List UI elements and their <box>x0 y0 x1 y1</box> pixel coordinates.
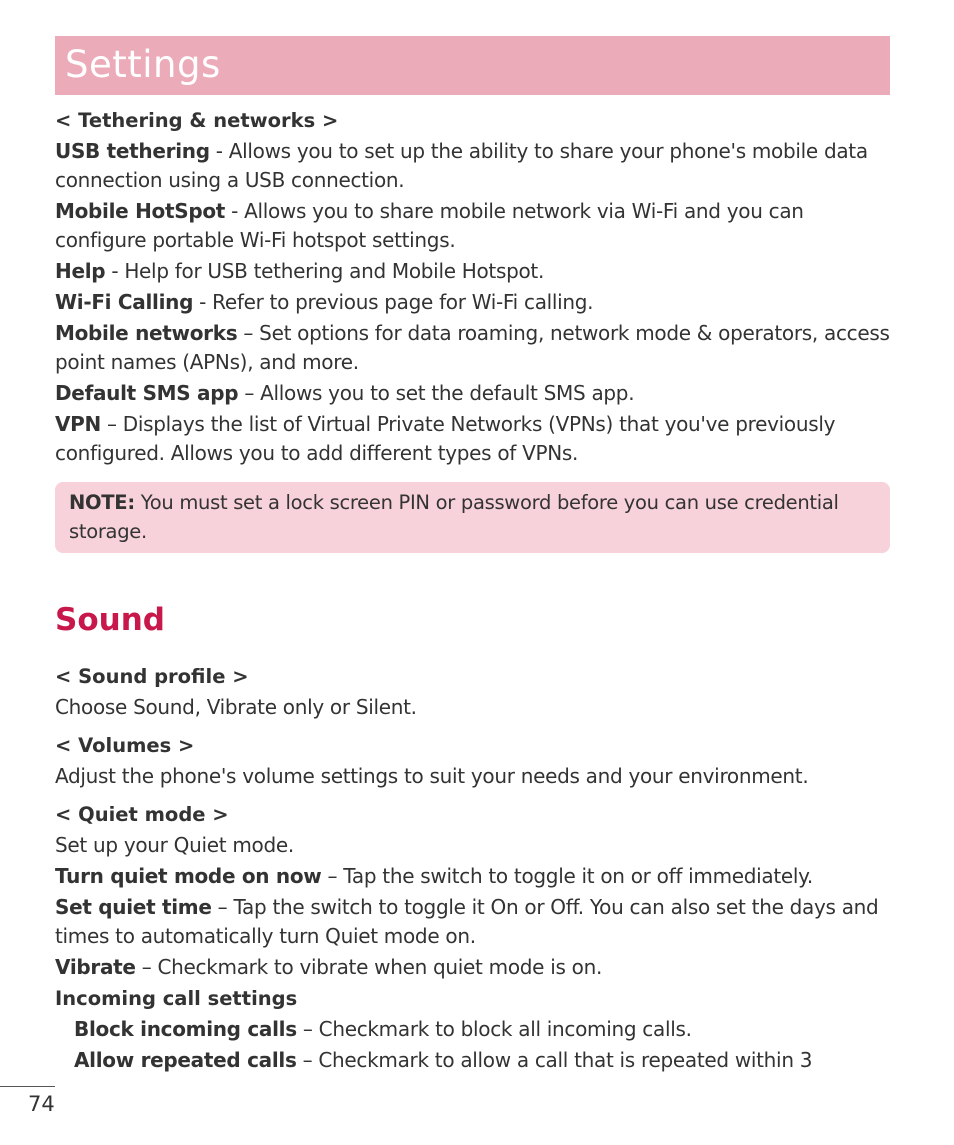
item-term: Mobile HotSpot <box>55 199 226 223</box>
quiet-mode-heading: < Quiet mode > <box>55 803 229 826</box>
item-term: VPN <box>55 412 101 436</box>
item-desc: – Checkmark to allow a call that is repeated within 3 <box>296 1048 813 1072</box>
default-sms-item <box>55 379 890 408</box>
allow-repeated-calls-item <box>55 1046 890 1075</box>
item-term: Turn quiet mode on now <box>55 864 322 888</box>
item-desc: – Checkmark to vibrate when quiet mode is on. <box>135 955 603 979</box>
item-desc: – Displays the list of Virtual Private Networks (VPNs) that you've previously configured. Allows you to add different types of VPNs. <box>55 412 836 465</box>
mobile-hotspot-item <box>55 197 890 255</box>
item-desc: – Set options for data roaming, network mode & operators, access point names (APNs), and more. <box>55 321 890 374</box>
note-label: NOTE: <box>69 491 135 514</box>
item-desc: – Allows you to set the default SMS app. <box>238 381 635 405</box>
help-item <box>55 257 890 286</box>
item-term: USB tethering <box>55 139 210 163</box>
item-term: Wi-Fi Calling <box>55 290 194 314</box>
item-term: Vibrate <box>55 955 136 979</box>
mobile-networks-item <box>55 319 890 377</box>
page-number: 74 <box>28 1092 55 1116</box>
sound-profile-text: Choose Sound, Vibrate only or Silent. <box>55 695 417 719</box>
note-text: You must set a lock screen PIN or password before you can use credential storage. <box>69 491 839 543</box>
item-desc: - Refer to previous page for Wi-Fi calling. <box>193 290 594 314</box>
footer-divider <box>0 1086 55 1087</box>
sound-profile-heading: < Sound profile > <box>55 665 249 688</box>
item-term: Default SMS app <box>55 381 239 405</box>
item-desc: - Allows you to share mobile network via Wi-Fi and you can configure portable Wi-Fi hotspot settings. <box>55 199 804 252</box>
set-quiet-time-item <box>55 893 890 951</box>
vpn-item <box>55 410 890 468</box>
header-bar <box>55 36 890 95</box>
item-desc: – Checkmark to block all incoming calls. <box>296 1017 692 1041</box>
page-content <box>55 106 890 1077</box>
item-desc: - Allows you to set up the ability to share your phone's mobile data connection using a USB connection. <box>55 139 868 192</box>
item-term: Allow repeated calls <box>74 1048 297 1072</box>
item-term: Mobile networks <box>55 321 238 345</box>
item-desc: – Tap the switch to toggle it On or Off. You can also set the days and times to automatically turn Quiet mode on. <box>55 895 879 948</box>
block-incoming-calls-item <box>55 1015 890 1044</box>
item-term: Help <box>55 259 106 283</box>
item-desc: - Help for USB tethering and Mobile Hotspot. <box>105 259 545 283</box>
volumes-text: Adjust the phone's volume settings to suit your needs and your environment. <box>55 764 809 788</box>
quiet-mode-text: Set up your Quiet mode. <box>55 833 294 857</box>
wifi-calling-item <box>55 288 890 317</box>
item-desc: – Tap the switch to toggle it on or off immediately. <box>321 864 813 888</box>
sound-section-title: Sound <box>55 602 165 638</box>
incoming-call-settings-heading: Incoming call settings <box>55 987 298 1010</box>
item-term: Set quiet time <box>55 895 212 919</box>
turn-quiet-mode-item <box>55 862 890 891</box>
page-title: Settings <box>65 43 221 86</box>
volumes-heading: < Volumes > <box>55 734 195 757</box>
vibrate-item <box>55 953 890 982</box>
tethering-heading: < Tethering & networks > <box>55 109 339 132</box>
usb-tethering-item <box>55 137 890 195</box>
item-term: Block incoming calls <box>74 1017 297 1041</box>
note-box <box>55 482 890 553</box>
